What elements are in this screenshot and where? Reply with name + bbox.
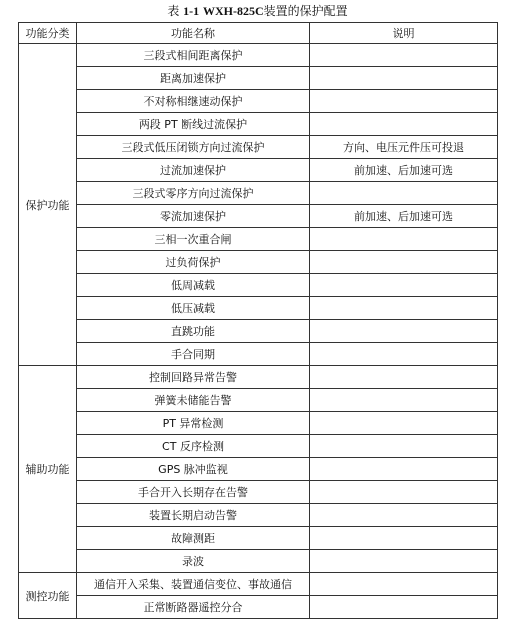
- category-cell: 保护功能: [19, 44, 77, 366]
- function-name-cell: GPS 脉冲监视: [77, 458, 310, 481]
- description-cell: [310, 182, 498, 205]
- function-name-cell: 距离加速保护: [77, 67, 310, 90]
- function-name-cell: 直跳功能: [77, 320, 310, 343]
- table-row: [19, 412, 498, 435]
- table-row: [19, 228, 498, 251]
- description-cell: [310, 228, 498, 251]
- function-name-cell: 零流加速保护: [77, 205, 310, 228]
- function-name-cell: 低压减载: [77, 297, 310, 320]
- table-row: [19, 90, 498, 113]
- function-name-cell: 装置长期启动告警: [77, 504, 310, 527]
- table-row: [19, 458, 498, 481]
- description-cell: [310, 481, 498, 504]
- header-category: 功能分类: [19, 23, 77, 44]
- caption-number: 1-1: [183, 4, 200, 18]
- function-name-cell: 不对称相继速动保护: [77, 90, 310, 113]
- table-caption: [0, 0, 515, 22]
- function-name-cell: 手合开入长期存在告警: [77, 481, 310, 504]
- table-row: [19, 550, 498, 573]
- category-cell: 辅助功能: [19, 366, 77, 573]
- caption-model: WXH-825C: [202, 4, 264, 18]
- function-name-cell: 过流加速保护: [77, 159, 310, 182]
- table-row: [19, 527, 498, 550]
- table-row: [19, 182, 498, 205]
- description-cell: [310, 435, 498, 458]
- caption-prefix: 表: [167, 4, 180, 18]
- function-name-cell: 三段式低压闭锁方向过流保护: [77, 136, 310, 159]
- table-row: [19, 113, 498, 136]
- table-row: [19, 205, 498, 228]
- function-name-cell: 弹簧未储能告警: [77, 389, 310, 412]
- table-row: [19, 67, 498, 90]
- description-cell: [310, 343, 498, 366]
- table-row: [19, 366, 498, 389]
- description-cell: [310, 527, 498, 550]
- caption-suffix: 装置的保护配置: [263, 4, 348, 18]
- description-cell: [310, 550, 498, 573]
- function-name-cell: 三段式零序方向过流保护: [77, 182, 310, 205]
- description-cell: [310, 320, 498, 343]
- table-row: [19, 320, 498, 343]
- table-row: [19, 596, 498, 619]
- description-cell: [310, 251, 498, 274]
- description-cell: [310, 67, 498, 90]
- description-cell: [310, 44, 498, 67]
- category-cell: 测控功能: [19, 573, 77, 619]
- description-cell: [310, 389, 498, 412]
- function-name-cell: 三相一次重合闸: [77, 228, 310, 251]
- description-cell: [310, 113, 498, 136]
- header-row: [19, 23, 498, 44]
- table-row: [19, 504, 498, 527]
- function-name-cell: CT 反序检测: [77, 435, 310, 458]
- description-cell: [310, 297, 498, 320]
- function-name-cell: 故障测距: [77, 527, 310, 550]
- description-cell: [310, 458, 498, 481]
- function-name-cell: PT 异常检测: [77, 412, 310, 435]
- function-name-cell: 两段 PT 断线过流保护: [77, 113, 310, 136]
- function-name-cell: 录波: [77, 550, 310, 573]
- function-name-cell: 低周减载: [77, 274, 310, 297]
- description-cell: 前加速、后加速可选: [310, 205, 498, 228]
- header-description: 说明: [310, 23, 498, 44]
- table-row: [19, 251, 498, 274]
- function-name-cell: 三段式相间距离保护: [77, 44, 310, 67]
- protection-config-table: [18, 22, 498, 619]
- table-row: [19, 343, 498, 366]
- table-row: [19, 159, 498, 182]
- description-cell: [310, 504, 498, 527]
- description-cell: 前加速、后加速可选: [310, 159, 498, 182]
- description-cell: [310, 90, 498, 113]
- description-cell: [310, 412, 498, 435]
- table-row: [19, 435, 498, 458]
- function-name-cell: 手合同期: [77, 343, 310, 366]
- description-cell: [310, 573, 498, 596]
- function-name-cell: 控制回路异常告警: [77, 366, 310, 389]
- table-row: [19, 136, 498, 159]
- description-cell: [310, 274, 498, 297]
- function-name-cell: 过负荷保护: [77, 251, 310, 274]
- description-cell: 方向、电压元件压可投退: [310, 136, 498, 159]
- table-row: [19, 573, 498, 596]
- table-row: [19, 389, 498, 412]
- table-row: [19, 297, 498, 320]
- description-cell: [310, 366, 498, 389]
- function-name-cell: 通信开入采集、装置通信变位、事故通信: [77, 573, 310, 596]
- table-row: [19, 274, 498, 297]
- table-row: [19, 44, 498, 67]
- table-row: [19, 481, 498, 504]
- function-name-cell: 正常断路器遥控分合: [77, 596, 310, 619]
- description-cell: [310, 596, 498, 619]
- header-function-name: 功能名称: [77, 23, 310, 44]
